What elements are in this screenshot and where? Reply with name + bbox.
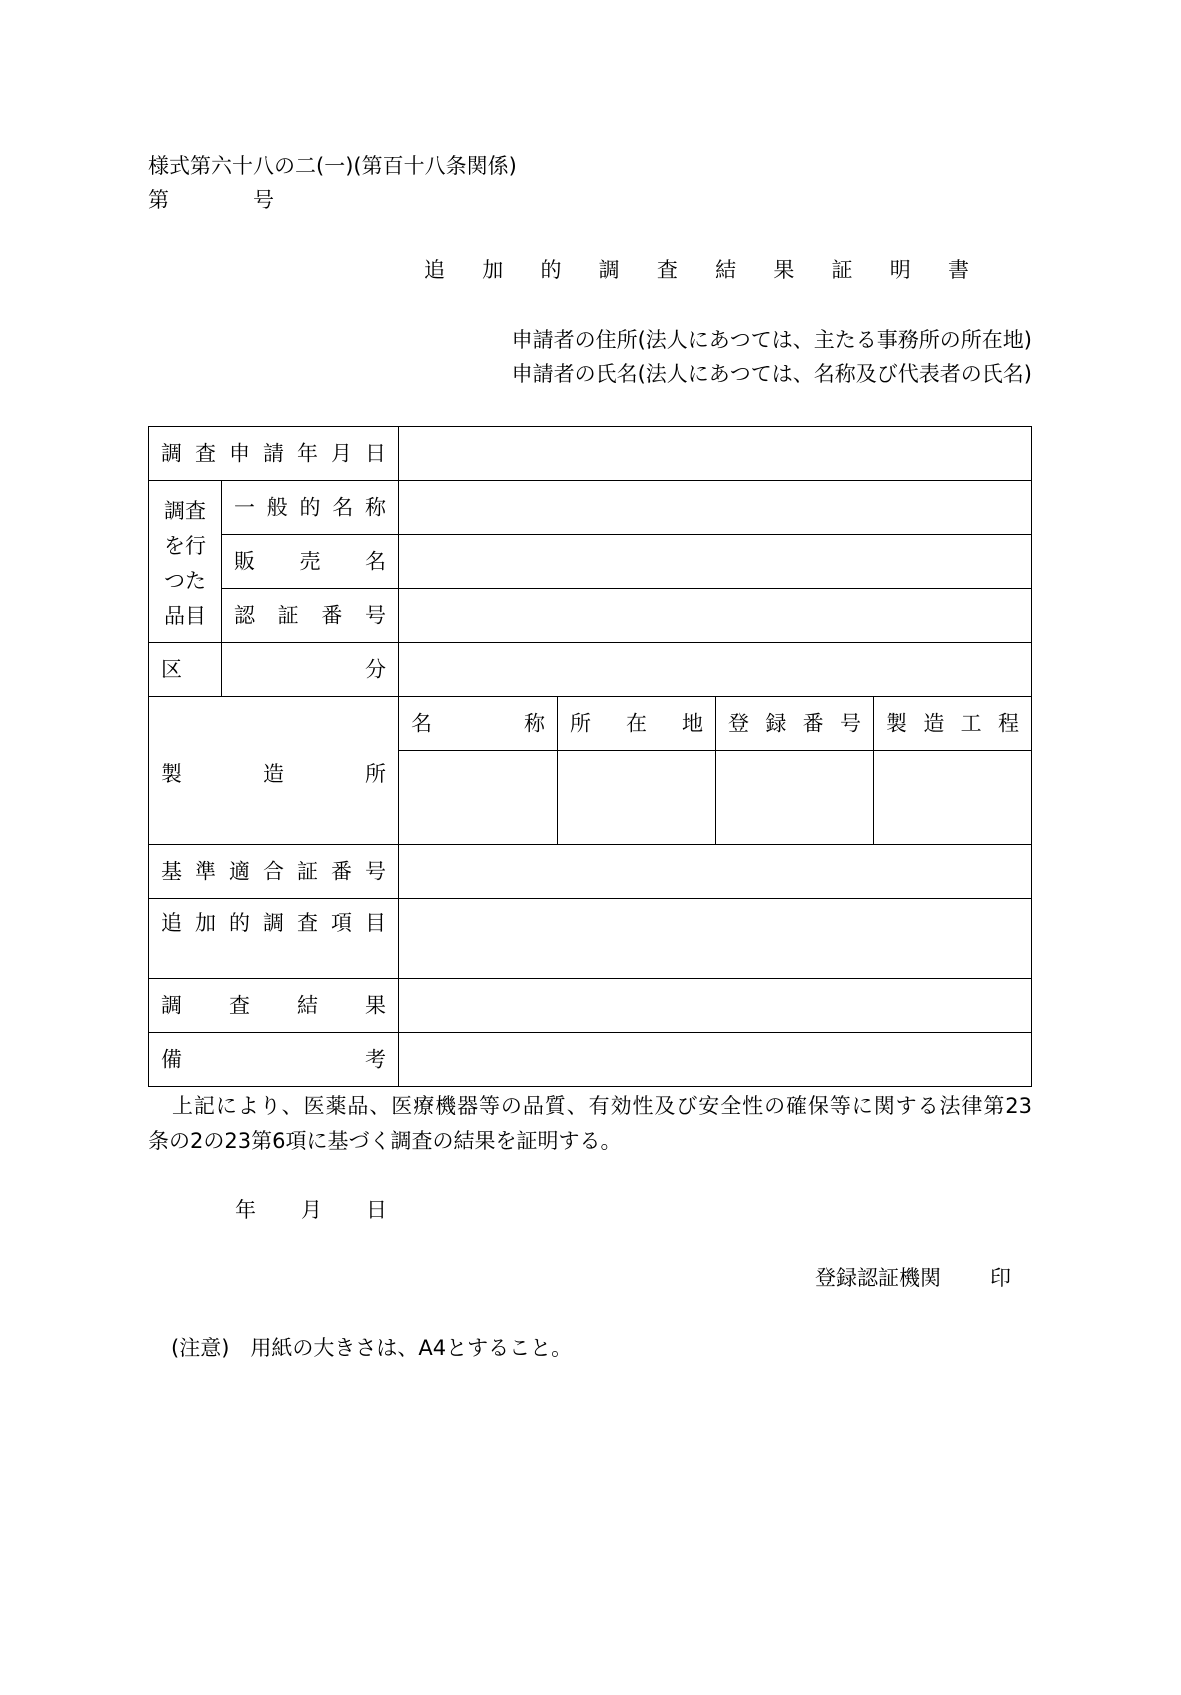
remarks-label: 備考 <box>161 1047 386 1071</box>
label-cell <box>148 642 399 697</box>
standard-cert-field[interactable] <box>398 844 1032 899</box>
label-cell <box>221 534 399 589</box>
additional-items-label: 追加的調査項目 <box>161 911 386 935</box>
note: (注意) 用紙の大きさは、A4とすること。 <box>171 1336 573 1360</box>
date-day: 日 <box>366 1198 387 1222</box>
label-cell <box>221 480 399 535</box>
survey-date-label: 調査申請年月日 <box>161 441 386 465</box>
label-cell <box>148 978 399 1033</box>
general-name-field[interactable] <box>398 480 1032 535</box>
certification-statement-line2: 条の2の23第6項に基づく調査の結果を証明する。 <box>148 1129 622 1153</box>
label-cell <box>148 426 399 481</box>
item-group-line: 品目 <box>164 604 206 628</box>
cert-number-field[interactable] <box>398 588 1032 643</box>
label-cell <box>148 1032 399 1087</box>
sales-name-field[interactable] <box>398 534 1032 589</box>
date-month: 月 <box>301 1198 322 1222</box>
certification-body: 登録認証機関 <box>815 1266 941 1290</box>
result-label: 調査結果 <box>161 993 386 1017</box>
label-cell <box>148 844 399 899</box>
item-group-line: を行 <box>164 534 206 558</box>
mfr-col-registration: 登録番号 <box>728 711 861 735</box>
manufacturer-label: 製造所 <box>161 762 386 786</box>
label-cell <box>221 588 399 643</box>
certification-statement-line1: 上記により、医薬品、医療機器等の品質、有効性及び安全性の確保等に関する法律第23 <box>172 1094 1032 1118</box>
mfr-col-name: 名称 <box>411 711 545 735</box>
general-name-label: 一般的名称 <box>234 495 386 519</box>
mfr-col-address: 所在地 <box>570 711 703 735</box>
survey-date-field[interactable] <box>398 426 1032 481</box>
document-title: 追加的調査結果証明書 <box>424 258 969 282</box>
additional-items-field[interactable] <box>398 898 1032 979</box>
result-field[interactable] <box>398 978 1032 1033</box>
mfr-header-cell <box>557 696 716 751</box>
seal-mark: 印 <box>990 1266 1011 1290</box>
cert-number-label: 認証番号 <box>234 603 386 627</box>
document-number: 第 号 <box>148 188 274 212</box>
applicant-name: 申請者の氏名(法人にあつては、名称及び代表者の氏名) <box>511 362 1032 386</box>
label-cell <box>148 898 399 979</box>
item-group-line: 調査 <box>164 499 206 523</box>
category-field[interactable] <box>398 642 1032 697</box>
remarks-field[interactable] <box>398 1032 1032 1087</box>
applicant-address: 申請者の住所(法人にあつては、主たる事務所の所在地) <box>511 328 1032 352</box>
item-group-line: つた <box>164 569 206 593</box>
category-label: 区分 <box>161 657 386 681</box>
mfr-address-field[interactable] <box>557 750 716 845</box>
standard-cert-label: 基準適合証番号 <box>161 859 386 883</box>
sales-name-label: 販売名 <box>234 549 386 573</box>
mfr-col-process: 製造工程 <box>886 711 1019 735</box>
form-number: 様式第六十八の二(一)(第百十八条関係) <box>148 154 517 178</box>
mfr-registration-field[interactable] <box>715 750 874 845</box>
mfr-header-cell <box>873 696 1032 751</box>
mfr-name-field[interactable] <box>398 750 558 845</box>
mfr-process-field[interactable] <box>873 750 1032 845</box>
date-year: 年 <box>235 1198 256 1222</box>
mfr-header-cell <box>398 696 558 751</box>
label-cell <box>148 696 399 845</box>
mfr-header-cell <box>715 696 874 751</box>
